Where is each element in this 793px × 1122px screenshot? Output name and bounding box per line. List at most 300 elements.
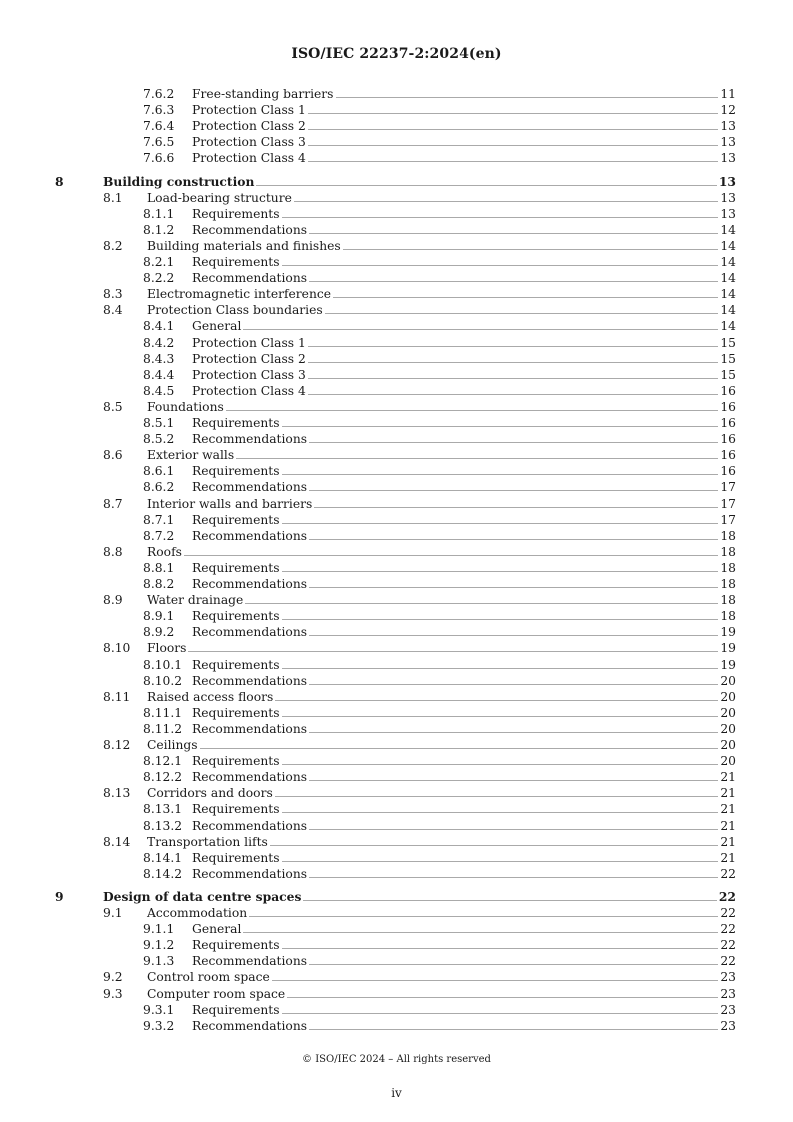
toc-entry-line: [147, 785, 736, 801]
toc-entry[interactable]: [0, 383, 793, 399]
toc-entry-line: [192, 383, 736, 399]
toc-entry-line: [192, 769, 736, 785]
toc-entry-line: [192, 335, 736, 351]
dot-leader: [282, 265, 719, 266]
toc-entry[interactable]: [0, 150, 793, 166]
toc-entry-number: 8.4: [103, 303, 123, 318]
toc-entry-title: Design of data centre spaces: [103, 888, 302, 904]
toc-entry[interactable]: [0, 206, 793, 222]
toc-entry-number: 8.12.1: [143, 754, 183, 769]
toc-entry-title: Recommendations: [192, 954, 308, 969]
toc-entry-page: 14: [720, 319, 736, 334]
toc-entry-number: 8.5: [103, 399, 123, 414]
toc-entry-page: 18: [720, 593, 736, 608]
toc-entry-number: 8.12: [103, 738, 131, 752]
toc-entry-page: 17: [720, 512, 736, 527]
toc-entry-title: Requirements: [192, 560, 280, 575]
toc-entry-number: 8.2: [103, 238, 123, 253]
toc-entry-title: Recommendations: [192, 625, 308, 640]
toc-entry[interactable]: [0, 673, 793, 689]
toc-entry-line: [192, 1018, 736, 1034]
toc-entry-page: 16: [720, 432, 736, 447]
toc-entry-line: [103, 174, 736, 190]
toc-entry-number: 9.1: [103, 906, 123, 920]
toc-entry-number: 8.9.2: [143, 625, 175, 640]
toc-entry-line: [192, 206, 736, 222]
toc-entry-number: 7.6.4: [143, 119, 175, 134]
dot-leader: [275, 796, 719, 797]
toc-entry-line: [192, 1002, 736, 1018]
toc-entry-line: [192, 657, 736, 673]
toc-entry-page: 16: [720, 399, 736, 414]
toc-entry-title: Corridors and doors: [147, 786, 273, 801]
toc-entry-page: 16: [720, 383, 736, 398]
toc-entry-number: 8.9.1: [143, 609, 175, 624]
toc-entry[interactable]: [0, 969, 793, 985]
toc-entry[interactable]: [0, 86, 793, 102]
dot-leader: [226, 410, 719, 411]
toc-entry-page: 20: [720, 721, 736, 736]
toc-entry-line: [192, 463, 736, 479]
toc-entry-number: 8.7: [103, 496, 123, 511]
toc-entry-page: 23: [720, 1002, 736, 1017]
toc-entry[interactable]: [0, 1018, 793, 1034]
toc-entry-line: [147, 834, 736, 850]
toc-entry-page: 21: [720, 818, 736, 833]
dot-leader: [309, 684, 718, 685]
toc-entry-number: 8.2.2: [143, 271, 175, 286]
dot-leader: [282, 1013, 719, 1014]
toc-entry[interactable]: [0, 512, 793, 528]
toc-entry-line: [147, 238, 736, 254]
toc-entry-number: 8.4.5: [143, 383, 175, 398]
toc-entry-title: Recommendations: [192, 818, 308, 833]
toc-entry-number: 8.4.4: [143, 367, 175, 382]
toc-entry[interactable]: [0, 238, 793, 254]
toc-entry-title: Recommendations: [192, 222, 308, 237]
toc-entry-title: Requirements: [192, 938, 280, 953]
dot-leader: [282, 523, 719, 524]
toc-entry-line: [192, 921, 736, 937]
toc-entry-line: [192, 222, 736, 238]
toc-entry-title: Recommendations: [192, 721, 308, 736]
toc-entry-page: 23: [720, 986, 736, 1001]
toc-entry-page: 20: [720, 705, 736, 720]
toc-entry-title: Floors: [147, 641, 187, 656]
dot-leader: [325, 313, 719, 314]
toc-entry[interactable]: [0, 834, 793, 850]
toc-entry-title: Recommendations: [192, 770, 308, 785]
toc-entry-number: 8.6.1: [143, 464, 175, 479]
toc-entry-line: [147, 592, 736, 608]
dot-leader: [256, 185, 716, 186]
toc-entry-line: [192, 721, 736, 737]
dot-leader: [308, 346, 719, 347]
toc-entry-title: Foundations: [147, 399, 224, 414]
toc-entry-line: [147, 190, 736, 206]
toc-entry[interactable]: [0, 769, 793, 785]
toc-entry-number: 8.11.1: [143, 705, 183, 720]
toc-entry-number: 9.3.2: [143, 1018, 175, 1033]
toc-entry-line: [192, 937, 736, 953]
toc-entry-title: Protection Class 4: [192, 151, 306, 166]
toc-entry-page: 14: [720, 287, 736, 302]
dot-leader: [308, 161, 719, 162]
dot-leader: [282, 426, 719, 427]
dot-leader: [314, 507, 718, 508]
toc-entry-number: 8.5.2: [143, 432, 175, 447]
toc-entry-number: 9: [55, 888, 64, 904]
toc-entry-title: Recommendations: [192, 271, 308, 286]
dot-leader: [282, 948, 719, 949]
toc-entry[interactable]: [0, 986, 793, 1002]
toc-entry-page: 19: [720, 625, 736, 640]
toc-entry-number: 8.8.2: [143, 577, 175, 591]
toc-entry-title: Recommendations: [192, 1018, 308, 1033]
toc-entry-page: 18: [720, 544, 736, 559]
toc-entry[interactable]: [0, 753, 793, 769]
toc-entry-title: Protection Class boundaries: [147, 303, 323, 318]
toc-entry-page: 22: [720, 866, 736, 881]
toc-entry[interactable]: [0, 351, 793, 367]
toc-entry-page: 14: [720, 238, 736, 253]
toc-entry-page: 18: [720, 609, 736, 624]
toc-entry[interactable]: [0, 737, 793, 753]
toc-entry-line: [147, 447, 736, 463]
toc-entry-number: 8.11.2: [143, 721, 183, 736]
toc-entry-page: 20: [720, 738, 736, 752]
toc-entry-number: 8.4.1: [143, 319, 175, 334]
toc-entry-page: 22: [720, 906, 736, 920]
toc-entry-page: 16: [720, 464, 736, 479]
toc-entry-line: [192, 431, 736, 447]
toc-entry-page: 22: [720, 922, 736, 937]
toc-entry-page: 13: [720, 135, 736, 150]
toc-entry-number: 9.1.1: [143, 922, 175, 937]
toc-entry-title: Building construction: [103, 173, 255, 189]
dot-leader: [282, 716, 719, 717]
dot-leader: [309, 233, 718, 234]
toc-entry[interactable]: [0, 905, 793, 921]
toc-entry-number: 8.14.1: [143, 850, 183, 865]
toc-entry-line: [192, 705, 736, 721]
toc-entry-title: Accommodation: [147, 906, 248, 920]
toc-entry-page: 21: [720, 850, 736, 865]
toc-entry-title: Ceilings: [147, 738, 198, 752]
toc-entry-page: 23: [720, 1018, 736, 1033]
toc-entry-number: 8.13: [103, 786, 131, 801]
dot-leader: [333, 297, 718, 298]
dot-leader: [308, 362, 719, 363]
toc-entry-title: Requirements: [192, 512, 280, 527]
dot-leader: [282, 861, 719, 862]
toc-entry-page: 21: [720, 770, 736, 785]
toc-entry-number: 7.6.3: [143, 103, 175, 118]
toc-clause[interactable]: [0, 174, 793, 190]
toc-entry-line: [192, 367, 736, 383]
dot-leader: [303, 900, 716, 901]
dot-leader: [282, 764, 719, 765]
toc-entry-page: 22: [720, 938, 736, 953]
toc-entry-page: 14: [720, 255, 736, 269]
toc-entry[interactable]: [0, 270, 793, 286]
dot-leader: [308, 113, 719, 114]
dot-leader: [309, 732, 718, 733]
toc-entry-line: [147, 496, 736, 512]
dot-leader: [282, 668, 719, 669]
toc-entry[interactable]: [0, 335, 793, 351]
toc-entry-line: [192, 850, 736, 866]
toc-entry-title: Free-standing barriers: [192, 87, 334, 101]
toc-entry[interactable]: [0, 818, 793, 834]
dot-leader: [236, 458, 718, 459]
toc-entry-line: [147, 286, 736, 302]
toc-entry-line: [103, 889, 736, 905]
toc-entry[interactable]: [0, 921, 793, 937]
toc-entry-line: [192, 134, 736, 150]
toc-entry[interactable]: [0, 286, 793, 302]
toc-entry-page: 13: [720, 151, 736, 166]
toc-entry[interactable]: [0, 496, 793, 512]
dot-leader: [309, 587, 718, 588]
toc-entry-line: [192, 801, 736, 817]
toc-entry-number: 8.10.2: [143, 673, 183, 688]
toc-entry[interactable]: [0, 592, 793, 608]
dot-leader: [188, 651, 718, 652]
toc-entry-title: General: [192, 319, 242, 334]
toc-entry-number: 8.8: [103, 544, 123, 559]
toc-entry-number: 8.11: [103, 689, 131, 704]
toc-entry[interactable]: [0, 624, 793, 640]
toc-entry[interactable]: [0, 689, 793, 705]
toc-entry[interactable]: [0, 479, 793, 495]
dot-leader: [249, 916, 718, 917]
toc-entry-title: Requirements: [192, 705, 280, 720]
toc-entry-line: [147, 905, 736, 921]
toc-entry[interactable]: [0, 190, 793, 206]
toc-entry-number: 8.2.1: [143, 255, 175, 269]
toc-entry[interactable]: [0, 608, 793, 624]
dot-leader: [245, 603, 718, 604]
toc-entry-line: [147, 399, 736, 415]
toc-entry-line: [192, 866, 736, 882]
page-number: iv: [391, 1086, 402, 1100]
toc-entry-title: Requirements: [192, 1002, 280, 1017]
toc-entry[interactable]: [0, 399, 793, 415]
toc-entry[interactable]: [0, 118, 793, 134]
toc-entry-number: 8: [55, 173, 64, 189]
toc-entry-page: 12: [720, 103, 736, 118]
toc-clause[interactable]: [0, 889, 793, 905]
toc-entry-number: 8.13.1: [143, 802, 183, 817]
toc-entry[interactable]: [0, 705, 793, 721]
toc-entry[interactable]: [0, 463, 793, 479]
dot-leader: [308, 378, 719, 379]
toc-entry-page: 11: [720, 87, 736, 101]
toc-entry-title: Recommendations: [192, 432, 308, 447]
toc-entry-page: 21: [720, 786, 736, 801]
toc-entry[interactable]: [0, 866, 793, 882]
toc-entry-title: Recommendations: [192, 480, 308, 495]
toc-entry[interactable]: [0, 318, 793, 334]
dot-leader: [282, 217, 719, 218]
toc-entry-number: 8.9: [103, 593, 123, 608]
toc-entry-page: 18: [720, 560, 736, 575]
toc-entry[interactable]: [0, 415, 793, 431]
toc-entry[interactable]: [0, 953, 793, 969]
toc-entry-title: Protection Class 1: [192, 103, 306, 118]
toc-entry-page: 14: [720, 222, 736, 237]
toc-entry[interactable]: [0, 801, 793, 817]
toc-entry-title: Protection Class 3: [192, 367, 306, 382]
toc-entry-page: 19: [720, 657, 736, 672]
dot-leader: [308, 394, 719, 395]
toc-entry-number: 8.7.2: [143, 528, 175, 543]
toc-entry-title: Protection Class 2: [192, 351, 306, 366]
dot-leader: [308, 129, 719, 130]
toc-entry-page: 13: [718, 173, 736, 189]
toc-entry-page: 19: [720, 641, 736, 656]
toc-entry-page: 13: [720, 119, 736, 134]
toc-entry-page: 21: [720, 834, 736, 849]
toc-entry[interactable]: [0, 850, 793, 866]
toc-entry-page: 21: [720, 802, 736, 817]
toc-entry[interactable]: [0, 431, 793, 447]
toc-entry-number: 8.1: [103, 190, 123, 205]
toc-entry-page: 20: [720, 689, 736, 704]
toc-entry[interactable]: [0, 302, 793, 318]
dot-leader: [282, 619, 719, 620]
toc-entry-title: Requirements: [192, 802, 280, 817]
toc-entry-line: [192, 953, 736, 969]
toc-entry-line: [192, 753, 736, 769]
toc-entry-page: 18: [720, 577, 736, 591]
dot-leader: [184, 555, 718, 556]
toc-entry-page: 22: [718, 888, 736, 904]
dot-leader: [287, 997, 718, 998]
dot-leader: [309, 1029, 718, 1030]
toc-entry-line: [192, 254, 736, 270]
toc-entry[interactable]: [0, 367, 793, 383]
toc-entry-line: [147, 544, 736, 560]
toc-entry-title: Requirements: [192, 206, 280, 221]
toc-entry[interactable]: [0, 576, 793, 592]
toc-entry-number: 8.14: [103, 834, 131, 849]
toc-entry[interactable]: [0, 134, 793, 150]
toc-entry-title: Exterior walls: [147, 448, 235, 463]
toc-entry-title: Requirements: [192, 850, 280, 865]
toc-entry-title: Electromagnetic interference: [147, 287, 332, 302]
toc-entry-title: Recommendations: [192, 528, 308, 543]
toc-entry-number: 9.3: [103, 986, 123, 1001]
toc-entry[interactable]: [0, 640, 793, 656]
dot-leader: [275, 700, 718, 701]
dot-leader: [308, 145, 719, 146]
toc-entry[interactable]: [0, 102, 793, 118]
toc-entry-page: 14: [720, 271, 736, 286]
toc-entry-line: [192, 673, 736, 689]
toc-entry-title: Recommendations: [192, 866, 308, 881]
dot-leader: [272, 980, 719, 981]
toc-entry-line: [192, 351, 736, 367]
toc-entry[interactable]: [0, 447, 793, 463]
dot-leader: [309, 442, 718, 443]
toc-entry-page: 17: [720, 480, 736, 495]
toc-entry-title: Requirements: [192, 657, 280, 672]
dot-leader: [309, 635, 718, 636]
toc-entry-number: 9.2: [103, 970, 123, 985]
dot-leader: [336, 97, 719, 98]
toc-entry-number: 8.14.2: [143, 866, 183, 881]
toc-entry-number: 8.3: [103, 287, 123, 302]
toc-entry-page: 14: [720, 303, 736, 318]
toc-entry-title: Protection Class 4: [192, 383, 306, 398]
toc-entry-line: [192, 270, 736, 286]
toc-entry-title: Requirements: [192, 416, 280, 430]
toc-entry-line: [192, 150, 736, 166]
toc-entry-number: 8.13.2: [143, 818, 183, 833]
toc-entry-line: [147, 986, 736, 1002]
toc-entry[interactable]: [0, 222, 793, 238]
toc-entry[interactable]: [0, 1002, 793, 1018]
toc-entry-number: 8.8.1: [143, 560, 175, 575]
toc-entry[interactable]: [0, 657, 793, 673]
toc-entry-title: Computer room space: [147, 986, 286, 1001]
toc-entry-title: Requirements: [192, 255, 280, 269]
toc-entry-number: 8.1.1: [143, 206, 175, 221]
toc-entry-line: [192, 560, 736, 576]
toc-entry-title: Roofs: [147, 544, 182, 559]
toc-entry-page: 17: [720, 496, 736, 511]
dot-leader: [294, 201, 718, 202]
toc-entry-number: 9.3.1: [143, 1002, 175, 1017]
dot-leader: [282, 571, 719, 572]
toc-entry-number: 8.10: [103, 641, 131, 656]
toc-entry[interactable]: [0, 785, 793, 801]
toc-entry-line: [192, 118, 736, 134]
toc-entry-number: 9.1.3: [143, 954, 175, 969]
toc-entry-page: 18: [720, 528, 736, 543]
toc-entry[interactable]: [0, 528, 793, 544]
dot-leader: [309, 964, 718, 965]
toc-entry-number: 7.6.5: [143, 135, 175, 150]
toc-entry[interactable]: [0, 254, 793, 270]
dot-leader: [282, 474, 719, 475]
toc-entry-title: Protection Class 2: [192, 119, 306, 134]
toc-entry[interactable]: [0, 560, 793, 576]
toc-entry[interactable]: [0, 544, 793, 560]
toc-entry-line: [192, 576, 736, 592]
toc-entry[interactable]: [0, 937, 793, 953]
toc-entry-title: Building materials and finishes: [147, 238, 341, 253]
toc-entry-line: [147, 969, 736, 985]
toc-entry-title: Protection Class 3: [192, 135, 306, 150]
toc-entry-title: Requirements: [192, 464, 280, 479]
toc-entry-number: 8.12.2: [143, 770, 183, 785]
toc-entry-page: 15: [720, 335, 736, 350]
toc-entry-title: Water drainage: [147, 593, 244, 608]
toc-entry-title: Protection Class 1: [192, 335, 306, 350]
toc-entry[interactable]: [0, 721, 793, 737]
dot-leader: [200, 748, 719, 749]
toc-entry-line: [192, 318, 736, 334]
toc-entry-number: 8.7.1: [143, 512, 175, 527]
toc-entry-number: 8.5.1: [143, 416, 175, 430]
toc-entry-number: 8.4.3: [143, 351, 175, 366]
dot-leader: [309, 829, 718, 830]
toc-entry-title: Load-bearing structure: [147, 190, 292, 205]
document-header: ISO/IEC 22237-2:2024(en): [291, 46, 502, 62]
